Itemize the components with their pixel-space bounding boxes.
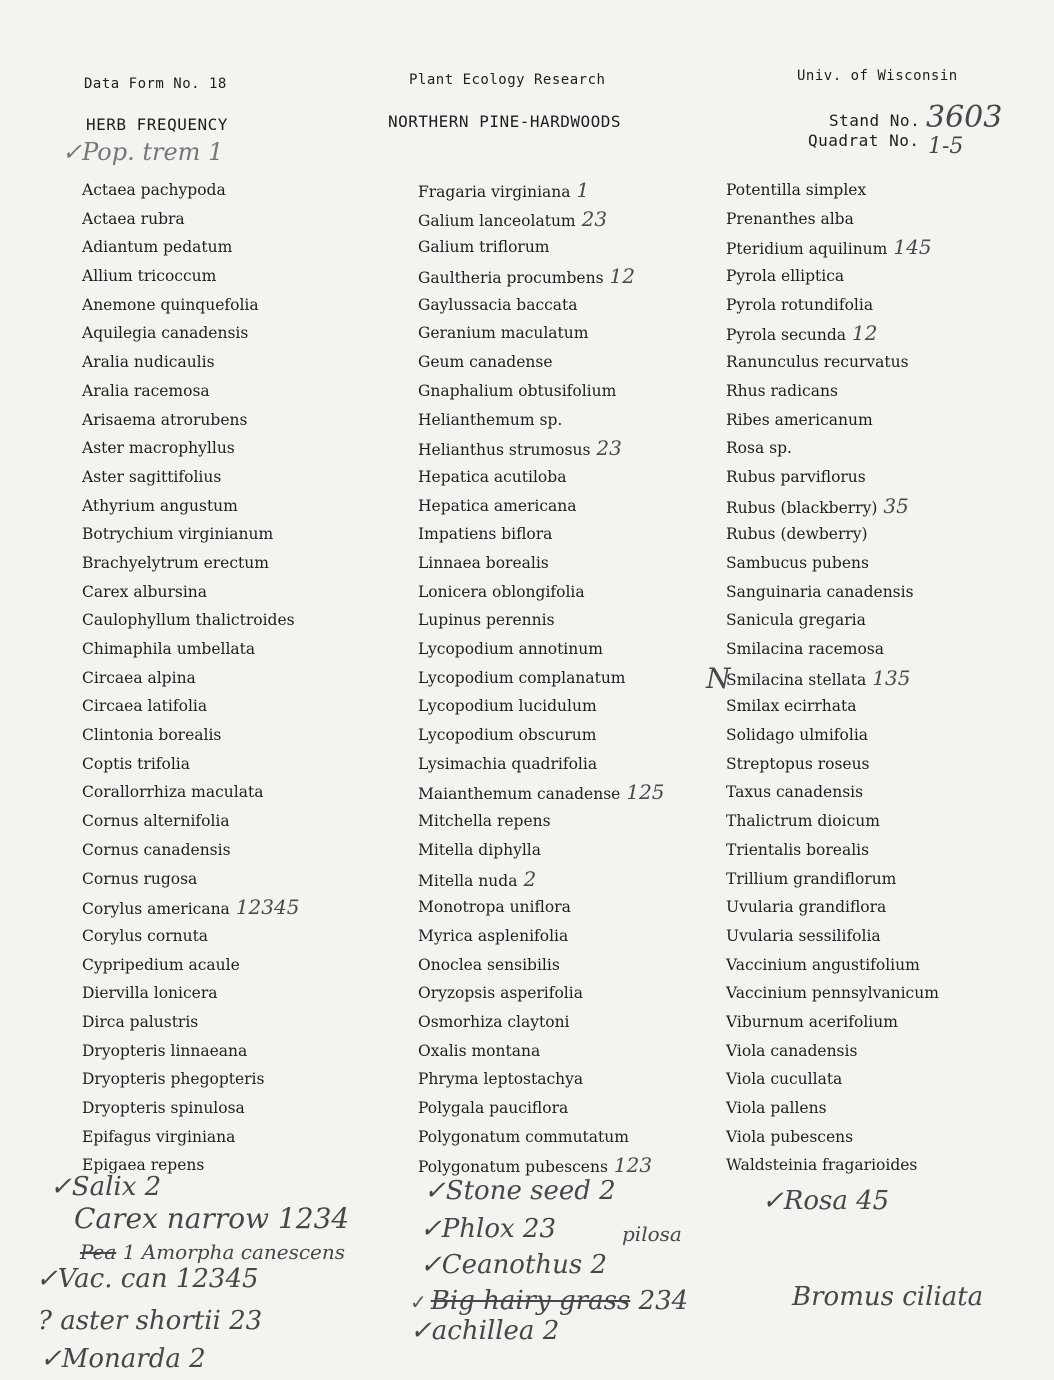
species-row bbox=[418, 520, 748, 549]
species-name: Smilax ecirrhata bbox=[726, 697, 857, 716]
form-type: HERB FREQUENCY bbox=[86, 115, 228, 134]
species-name: Fragaria virginiana bbox=[418, 183, 571, 201]
species-row bbox=[82, 1008, 412, 1037]
species-name: Adiantum pedatum bbox=[82, 238, 233, 257]
species-name: Aralia nudicaulis bbox=[82, 353, 215, 372]
frequency-mark: 135 bbox=[872, 665, 911, 690]
species-row bbox=[82, 406, 412, 435]
species-row bbox=[418, 262, 748, 291]
species-name: Polygala pauciflora bbox=[418, 1099, 569, 1117]
frequency-mark: 12 bbox=[609, 264, 635, 289]
note-pea-struck: Pea bbox=[80, 1240, 117, 1264]
species-name: Rosa sp. bbox=[726, 439, 792, 458]
species-name: Lycopodium annotinum bbox=[418, 640, 603, 658]
species-name: Myrica asplenifolia bbox=[418, 926, 569, 945]
species-name: Gnaphalium obtusifolium bbox=[418, 381, 617, 400]
species-row bbox=[726, 1008, 1054, 1037]
species-row bbox=[726, 922, 1054, 951]
species-row bbox=[726, 463, 1054, 492]
species-row bbox=[82, 492, 412, 521]
species-row bbox=[418, 778, 748, 807]
species-name: Trillium grandiflorum bbox=[726, 869, 897, 888]
species-name: Helianthus strumosus bbox=[418, 441, 591, 460]
stand-label: Stand No. bbox=[829, 111, 921, 130]
species-name: Pyrola rotundifolia bbox=[726, 295, 874, 314]
species-row bbox=[418, 291, 748, 320]
species-row bbox=[418, 922, 748, 951]
species-name: Hepatica acutiloba bbox=[418, 467, 567, 486]
species-row bbox=[82, 750, 412, 779]
species-name: Linnaea borealis bbox=[418, 553, 549, 572]
species-row bbox=[726, 549, 1054, 578]
species-name: Mitella diphylla bbox=[418, 840, 542, 859]
species-name: Streptopus roseus bbox=[726, 754, 870, 773]
species-name: Arisaema atrorubens bbox=[82, 410, 248, 429]
species-row bbox=[418, 1037, 748, 1066]
species-name: Phryma leptostachya bbox=[418, 1070, 584, 1089]
species-row bbox=[82, 836, 412, 865]
species-name: Sambucus pubens bbox=[726, 553, 869, 572]
note-achillea: ✓achillea 2 bbox=[410, 1316, 560, 1346]
species-name: Monotropa uniflora bbox=[418, 898, 571, 917]
species-row bbox=[726, 807, 1054, 836]
note-aster: ? aster shortii 23 bbox=[38, 1306, 263, 1336]
species-row bbox=[418, 807, 748, 836]
species-name: Cypripedium acaule bbox=[82, 955, 240, 974]
species-name: Rubus (dewberry) bbox=[726, 525, 868, 544]
species-name: Gaylussacia baccata bbox=[418, 295, 578, 314]
quadrat-label: Quadrat No. bbox=[808, 131, 920, 150]
species-name: Galium lanceolatum bbox=[418, 211, 576, 230]
species-name: Rubus parviflorus bbox=[726, 467, 866, 486]
species-name: Trientalis borealis bbox=[726, 840, 870, 859]
species-row bbox=[82, 291, 412, 320]
species-name: Taxus canadensis bbox=[726, 783, 864, 802]
species-row bbox=[418, 348, 748, 377]
species-row bbox=[726, 1094, 1054, 1123]
note-rosa: ✓Rosa 45 bbox=[762, 1186, 890, 1216]
species-name: Waldsteinia fragarioides bbox=[726, 1156, 918, 1175]
species-row bbox=[82, 262, 412, 291]
species-name: Botrychium virginianum bbox=[82, 525, 274, 544]
species-row bbox=[82, 233, 412, 262]
species-name: Cornus rugosa bbox=[82, 869, 198, 888]
species-name: Viburnum acerifolium bbox=[726, 1012, 898, 1031]
note-pea bbox=[80, 1240, 345, 1264]
species-name: Oxalis montana bbox=[418, 1041, 541, 1060]
species-row bbox=[418, 836, 748, 865]
species-row bbox=[726, 865, 1054, 894]
species-row bbox=[418, 492, 748, 521]
species-row bbox=[726, 692, 1054, 721]
species-row bbox=[82, 205, 412, 234]
species-row bbox=[82, 807, 412, 836]
species-name: Coptis trifolia bbox=[82, 754, 191, 773]
species-row bbox=[418, 893, 748, 922]
frequency-mark: 125 bbox=[626, 780, 665, 805]
species-name: Uvularia grandiflora bbox=[726, 898, 887, 917]
species-row bbox=[82, 1037, 412, 1066]
species-row bbox=[726, 1065, 1054, 1094]
species-name: Smilacina stellata bbox=[726, 670, 867, 689]
frequency-mark: 23 bbox=[596, 436, 622, 461]
frequency-mark: 145 bbox=[893, 235, 932, 260]
species-name: Chimaphila umbellata bbox=[82, 640, 256, 658]
species-name: Polygonatum commutatum bbox=[418, 1127, 629, 1146]
species-row bbox=[726, 348, 1054, 377]
top-note: ✓Pop. trem 1 bbox=[62, 138, 224, 166]
species-row bbox=[418, 233, 748, 262]
species-name: Aster macrophyllus bbox=[82, 439, 235, 458]
species-name: Cornus alternifolia bbox=[82, 812, 230, 831]
species-row bbox=[726, 664, 1054, 693]
species-row bbox=[726, 893, 1054, 922]
species-row bbox=[418, 1008, 748, 1037]
species-name: Aster sagittifolius bbox=[82, 467, 222, 486]
species-row bbox=[82, 635, 412, 664]
species-row bbox=[418, 1123, 748, 1152]
species-name: Mitella nuda bbox=[418, 871, 518, 890]
species-name: Brachyelytrum erectum bbox=[82, 553, 269, 572]
species-name: Impatiens biflora bbox=[418, 525, 553, 544]
species-name: Prenanthes alba bbox=[726, 209, 854, 228]
species-name: Caulophyllum thalictroides bbox=[82, 611, 295, 630]
species-name: Lonicera oblongifolia bbox=[418, 582, 585, 601]
species-name: Viola pubescens bbox=[726, 1127, 854, 1146]
note-big-grass-struck: Big hairy grass bbox=[430, 1286, 631, 1316]
species-row bbox=[726, 951, 1054, 980]
species-name: Gaultheria procumbens bbox=[418, 269, 604, 288]
species-name: Geum canadense bbox=[418, 353, 553, 372]
species-row bbox=[726, 406, 1054, 435]
species-name: Circaea alpina bbox=[82, 668, 196, 687]
species-name: Rhus radicans bbox=[726, 381, 838, 400]
species-row bbox=[418, 434, 748, 463]
species-name: Lupinus perennis bbox=[418, 611, 555, 630]
species-name: Viola cucullata bbox=[726, 1070, 843, 1089]
species-name: Thalictrum dioicum bbox=[726, 812, 880, 831]
species-row bbox=[726, 319, 1054, 348]
note-big-grass: ✓ Big hairy grass 234 bbox=[410, 1286, 689, 1316]
species-name: Dryopteris linnaeana bbox=[82, 1041, 248, 1060]
species-name: Dryopteris phegopteris bbox=[82, 1070, 265, 1089]
species-row bbox=[418, 606, 748, 635]
species-name: Epifagus virginiana bbox=[82, 1127, 236, 1146]
species-name: Circaea latifolia bbox=[82, 697, 208, 716]
species-row bbox=[82, 176, 412, 205]
species-row bbox=[726, 205, 1054, 234]
note-vac: ✓Vac. can 12345 bbox=[36, 1264, 259, 1294]
species-name: Dryopteris spinulosa bbox=[82, 1099, 245, 1117]
species-row bbox=[726, 1151, 1054, 1180]
species-row bbox=[418, 549, 748, 578]
form-number: Data Form No. 18 bbox=[84, 76, 227, 92]
species-row bbox=[726, 262, 1054, 291]
species-name: Rubus (blackberry) bbox=[726, 498, 878, 517]
species-row bbox=[726, 434, 1054, 463]
species-row bbox=[82, 463, 412, 492]
note-ceanothus: ✓Ceanothus 2 bbox=[420, 1250, 608, 1280]
species-row bbox=[82, 434, 412, 463]
species-name: Solidago ulmifolia bbox=[726, 726, 869, 745]
species-name: Cornus canadensis bbox=[82, 840, 231, 859]
species-row bbox=[418, 979, 748, 1008]
species-row bbox=[726, 291, 1054, 320]
species-name: Corallorrhiza maculata bbox=[82, 783, 264, 802]
species-row bbox=[82, 1094, 412, 1123]
species-row bbox=[418, 750, 748, 779]
species-row bbox=[726, 778, 1054, 807]
species-name: Ranunculus recurvatus bbox=[726, 353, 909, 372]
species-name: Pyrola elliptica bbox=[726, 267, 845, 286]
species-name: Pyrola secunda bbox=[726, 326, 846, 345]
species-row bbox=[82, 520, 412, 549]
species-row bbox=[82, 348, 412, 377]
species-row bbox=[418, 692, 748, 721]
species-row bbox=[726, 721, 1054, 750]
species-row bbox=[726, 492, 1054, 521]
species-name: Ribes americanum bbox=[726, 410, 873, 429]
species-row bbox=[726, 606, 1054, 635]
species-column-1 bbox=[82, 176, 412, 1180]
species-row bbox=[82, 1123, 412, 1152]
species-row bbox=[418, 205, 748, 234]
note-big-grass-num: 234 bbox=[638, 1286, 689, 1316]
species-row bbox=[418, 635, 748, 664]
note-pea-rest: 1 Amorpha canescens bbox=[122, 1240, 346, 1264]
species-name: Hepatica americana bbox=[418, 496, 577, 515]
species-row bbox=[418, 1094, 748, 1123]
species-name: Maianthemum canadense bbox=[418, 785, 621, 804]
note-monarda: ✓Monarda 2 bbox=[40, 1344, 206, 1374]
species-name: Galium triflorum bbox=[418, 238, 550, 257]
species-name: Onoclea sensibilis bbox=[418, 955, 560, 974]
stand-value: 3603 bbox=[926, 100, 1003, 135]
species-row bbox=[82, 664, 412, 693]
species-name: Polygonatum pubescens bbox=[418, 1158, 608, 1177]
species-name: Anemone quinquefolia bbox=[82, 295, 259, 314]
species-name: Vaccinium angustifolium bbox=[726, 955, 920, 974]
species-name: Carex albursina bbox=[82, 582, 207, 601]
species-row bbox=[418, 377, 748, 406]
species-row bbox=[82, 377, 412, 406]
species-row bbox=[82, 549, 412, 578]
species-row bbox=[82, 893, 412, 922]
species-name: Corylus americana bbox=[82, 900, 230, 919]
species-row bbox=[726, 520, 1054, 549]
research-title: Plant Ecology Research bbox=[409, 72, 606, 88]
species-name: Actaea rubra bbox=[82, 209, 185, 228]
species-name: Aquilegia canadensis bbox=[82, 324, 249, 343]
species-row bbox=[82, 578, 412, 607]
frequency-mark: 35 bbox=[883, 493, 909, 518]
frequency-mark: 12345 bbox=[235, 895, 300, 920]
species-name: Helianthemum sp. bbox=[418, 410, 563, 429]
species-name: Vaccinium pennsylvanicum bbox=[726, 984, 939, 1003]
species-row bbox=[418, 1065, 748, 1094]
species-name: Lysimachia quadrifolia bbox=[418, 754, 598, 773]
species-name: Geranium maculatum bbox=[418, 324, 589, 343]
note-phlox: ✓Phlox 23 bbox=[420, 1214, 557, 1244]
species-name: Uvularia sessilifolia bbox=[726, 926, 881, 945]
species-row bbox=[82, 692, 412, 721]
species-column-3 bbox=[726, 176, 1054, 1180]
species-name: Smilacina racemosa bbox=[726, 640, 884, 658]
species-name: Dirca palustris bbox=[82, 1012, 199, 1031]
note-phlox-pilosa: pilosa bbox=[622, 1222, 682, 1246]
species-row bbox=[82, 979, 412, 1008]
note-bromus: Bromus ciliata bbox=[792, 1282, 984, 1312]
species-name: Sanicula gregaria bbox=[726, 611, 866, 630]
species-row bbox=[726, 1037, 1054, 1066]
quadrat-value: 1-5 bbox=[928, 134, 964, 159]
species-name: Clintonia borealis bbox=[82, 726, 222, 745]
smilacina-check-mark: N bbox=[706, 662, 731, 695]
frequency-mark: 123 bbox=[613, 1153, 653, 1178]
species-row bbox=[418, 176, 748, 205]
species-name: Aralia racemosa bbox=[82, 381, 210, 400]
species-row bbox=[726, 836, 1054, 865]
species-row bbox=[82, 1065, 412, 1094]
species-name: Diervilla lonicera bbox=[82, 984, 218, 1003]
species-row bbox=[726, 635, 1054, 664]
species-name: Epigaea repens bbox=[82, 1156, 205, 1175]
species-row bbox=[82, 778, 412, 807]
species-row bbox=[726, 1123, 1054, 1152]
frequency-mark: 1 bbox=[576, 178, 590, 202]
species-row bbox=[418, 406, 748, 435]
species-name: Osmorhiza claytoni bbox=[418, 1012, 570, 1031]
species-name: Potentilla simplex bbox=[726, 181, 867, 199]
note-stone-seed: ✓Stone seed 2 bbox=[424, 1176, 616, 1206]
species-row bbox=[82, 951, 412, 980]
note-carex: Carex narrow 1234 bbox=[74, 1202, 350, 1235]
species-row bbox=[82, 721, 412, 750]
species-name: Athyrium angustum bbox=[82, 496, 238, 515]
species-name: Allium tricoccum bbox=[82, 267, 217, 286]
species-name: Lycopodium lucidulum bbox=[418, 697, 597, 716]
species-name: Sanguinaria canadensis bbox=[726, 582, 914, 601]
species-row bbox=[82, 606, 412, 635]
species-row bbox=[418, 578, 748, 607]
species-row bbox=[82, 922, 412, 951]
species-column-2 bbox=[418, 176, 748, 1180]
community-title: NORTHERN PINE-HARDWOODS bbox=[388, 112, 622, 131]
species-row bbox=[418, 865, 748, 894]
frequency-mark: 2 bbox=[523, 866, 537, 891]
species-row bbox=[418, 319, 748, 348]
species-row bbox=[726, 979, 1054, 1008]
species-name: Lycopodium obscurum bbox=[418, 726, 597, 745]
species-row bbox=[726, 176, 1054, 205]
note-salix: ✓Salix 2 bbox=[50, 1172, 162, 1202]
species-name: Corylus cornuta bbox=[82, 926, 209, 945]
species-row bbox=[418, 463, 748, 492]
species-row bbox=[82, 319, 412, 348]
species-row bbox=[82, 865, 412, 894]
species-row bbox=[418, 721, 748, 750]
species-name: Viola pallens bbox=[726, 1099, 827, 1117]
frequency-mark: 12 bbox=[852, 321, 878, 346]
species-name: Mitchella repens bbox=[418, 812, 551, 831]
species-name: Pteridium aquilinum bbox=[726, 240, 888, 259]
species-row bbox=[726, 578, 1054, 607]
species-name: Actaea pachypoda bbox=[82, 181, 226, 199]
species-row bbox=[726, 377, 1054, 406]
species-row bbox=[418, 951, 748, 980]
species-row bbox=[726, 233, 1054, 262]
species-name: Viola canadensis bbox=[726, 1041, 858, 1060]
species-name: Lycopodium complanatum bbox=[418, 668, 626, 687]
institution: Univ. of Wisconsin bbox=[797, 68, 958, 84]
species-row bbox=[726, 750, 1054, 779]
frequency-mark: 23 bbox=[581, 206, 608, 231]
species-name: Oryzopsis asperifolia bbox=[418, 984, 583, 1003]
species-row bbox=[418, 664, 748, 693]
